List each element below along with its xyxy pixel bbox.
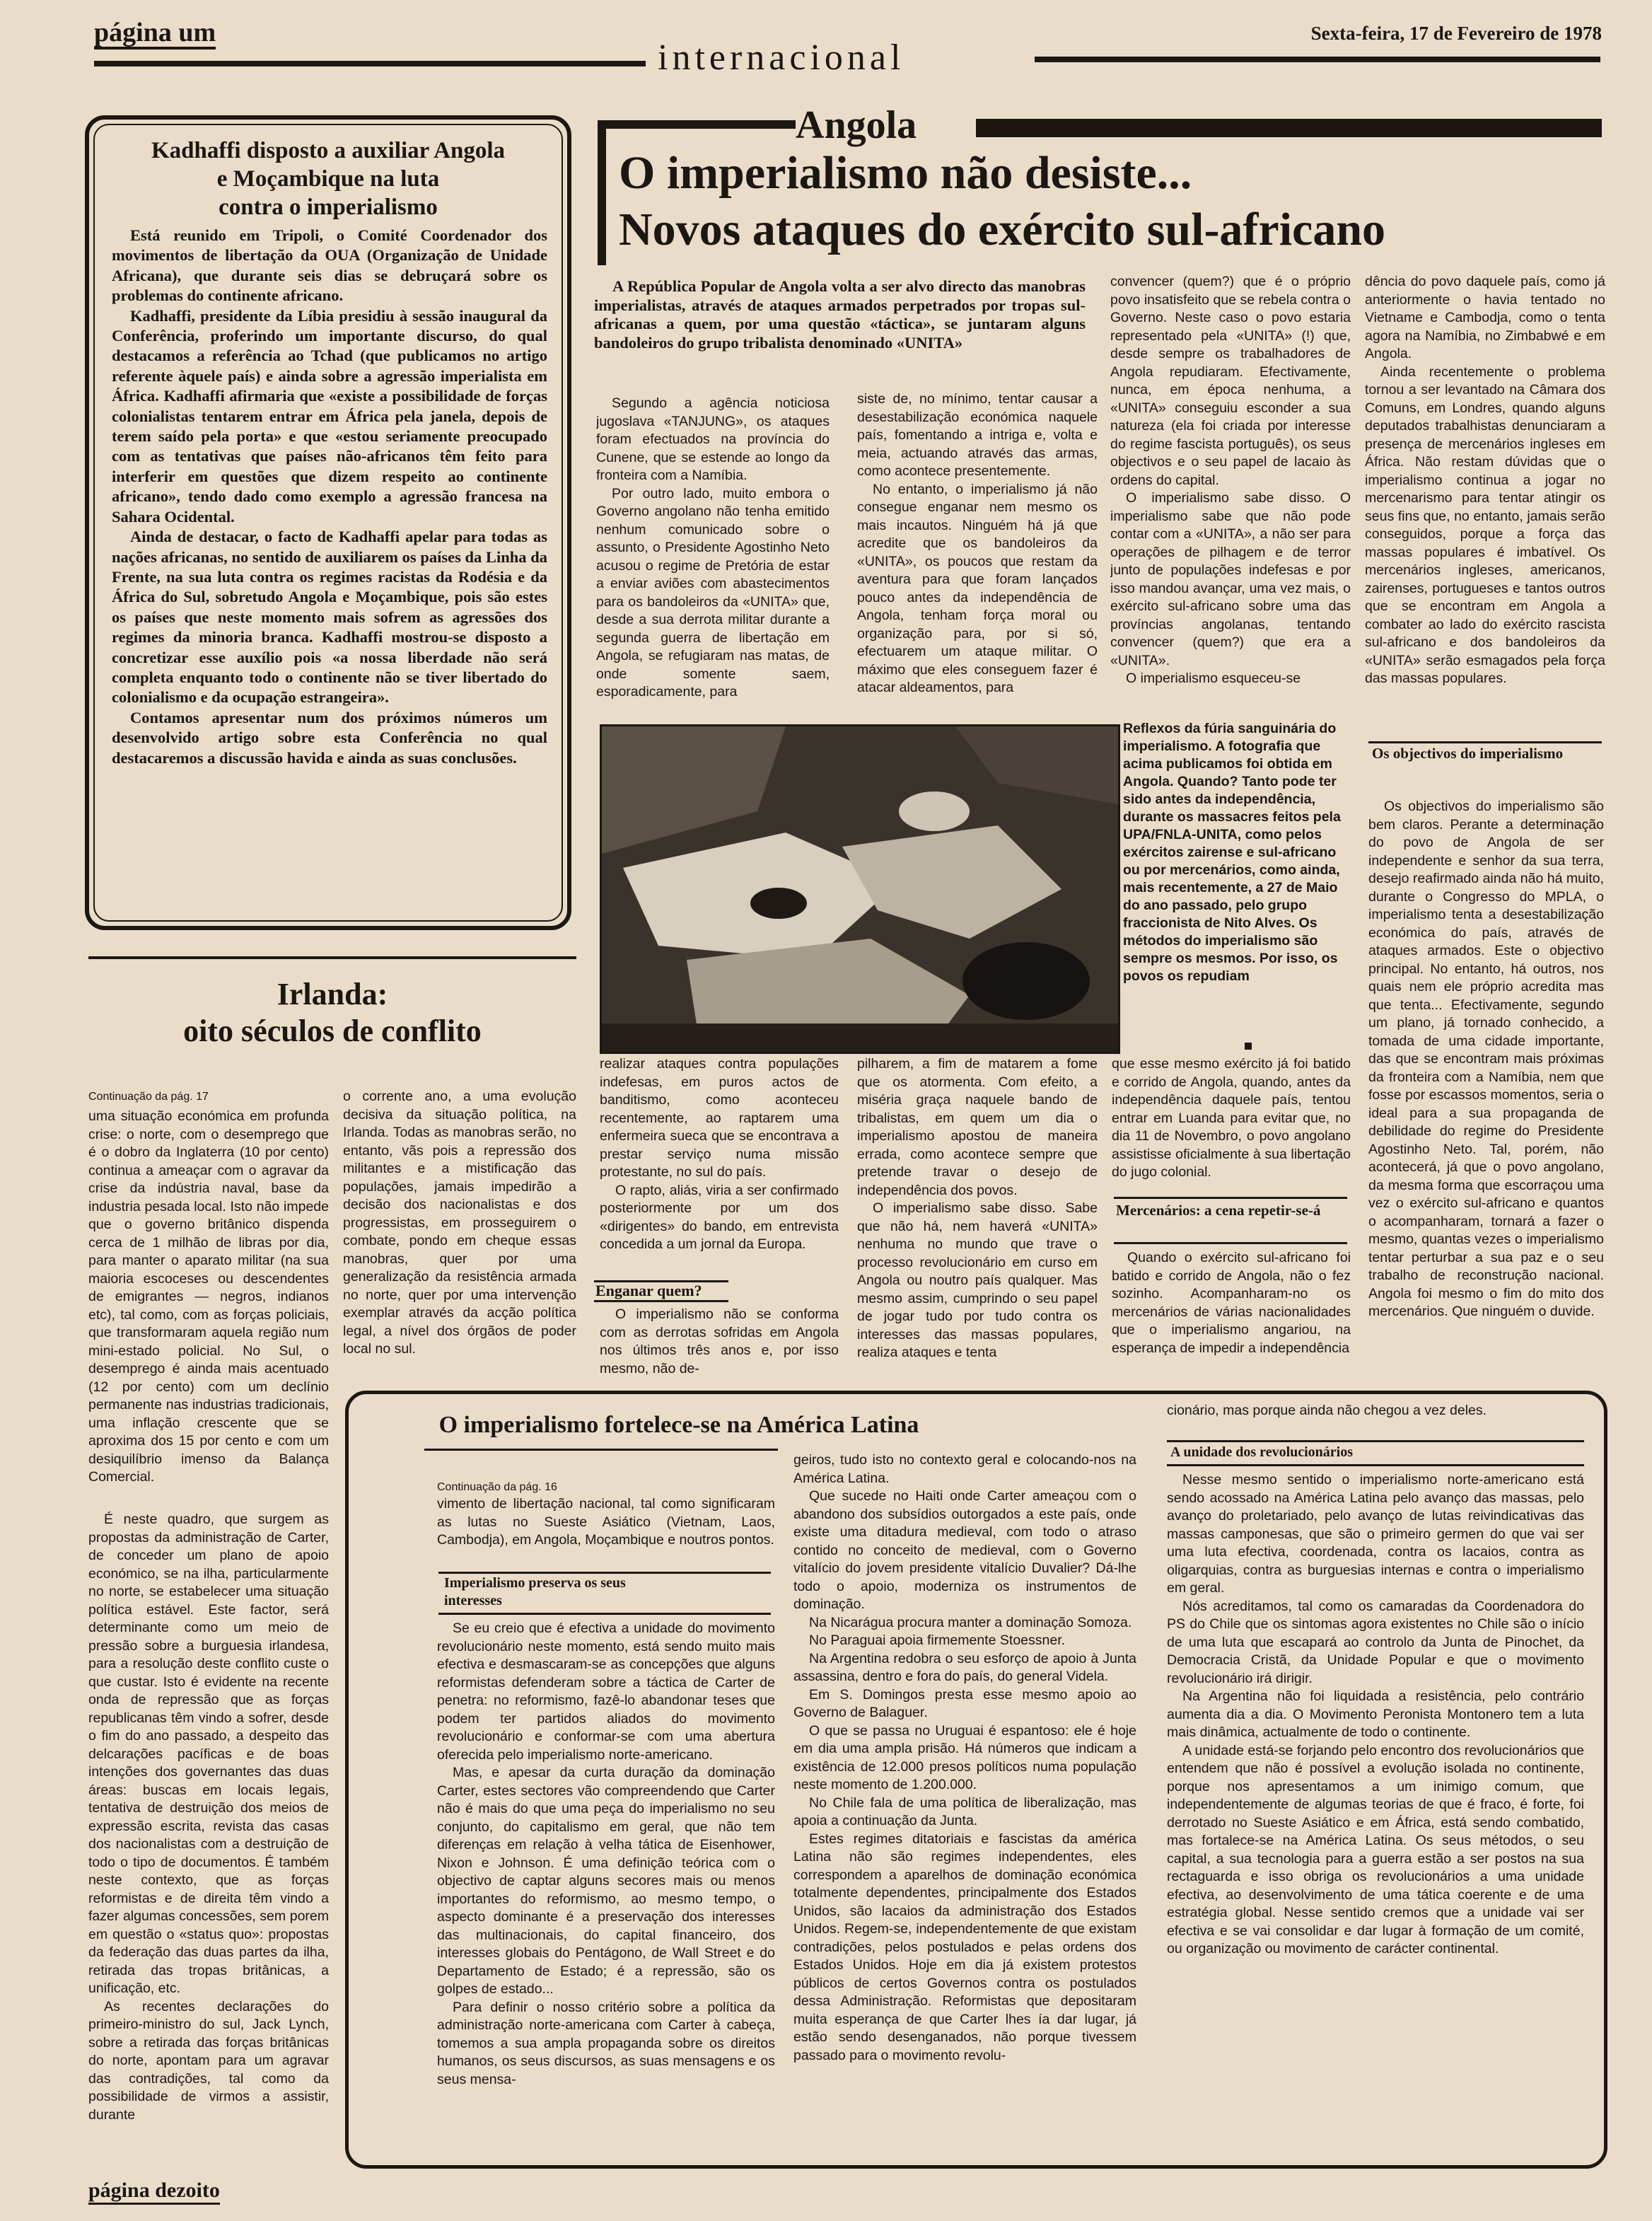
angola-paragraph: No entanto, o imperialismo já não consegue enganar nem mesmo os mais incautos. Ninguém há já que acredite que os bandoleiros da «UNITA», os poucos que restam da aventura para que foram lançados pouco antes da independência de Angola, tenham força moral ou organização para, por si só, efectuarem um ataque militar. O máximo que eles conseguem fazer é atacar aldeamentos, para [857, 481, 1098, 695]
latin-col-1-top [437, 1495, 775, 1569]
latin-paragraph: Na Argentina não foi liquidada a resistência, pelo contrário aumenta dia a dia. O Movimento Peronista Montonero tem a luta mais dinâmica, actualmente de todo o continente. [1167, 1688, 1584, 1740]
angola-paragraph: Segundo a agência noticiosa jugoslava «TANJUNG», os ataques foram efectuados na província do Cunene, que se estende ao longo da fronteira com a Namíbia. [596, 395, 830, 483]
angola-paragraph: realizar ataques contra populações indefesas, em puros actos de banditismo, como aconteceu recentemente, ao raptarem uma enfermeira sueca que se encontrava a prestar serviço numa missão protestante, no sul do país. [600, 1056, 839, 1180]
angola-paragraph: Os objectivos do imperialismo são bem claros. Perante a determinação do povo de Angola de ser independente e senhor da sua terra, desejo reafirmado ainda não há muito, durante o Congresso do MPLA, o imperialismo tenta a desestabilização económica do país, através de ataques armados. Este o objectivo principal. No entanto, há outros, nos quais nem ele próprio acredita mas que tenta... Efectivamente, segundo um plano, já tornado conhecido, a tomada de uma cidade importante, das que se encontram mais próximas da fronteira com a Namíbia, nem que fosse por escassos momentos, seria o ideal para a sua propaganda de debilidade do regime do Presidente Agostinho Neto. Tal, porém, não acontecerá, já que o povo angolano, da mesma forma que escorraçou uma vez o exército sul-africano e quantos o acompanharam, tornará a fazer o mesmo, quantas vezes o imperialismo tentar perturbar a sua paz e o seu trabalho de reconstrução nacional. Angola foi mesmo o fim do mito dos mercenários. Que ninguém o duvide. [1368, 799, 1604, 1319]
masthead-rule-left [94, 61, 646, 66]
photo-caption: Reflexos da fúria sanguinária do imperialismo. A fotografia que acima publicamos foi obtida em Angola. Quando? Tanto pode ter sido antes da independência, durante os massacres feitos pela UPA/FNLA-UNITA, como pelos exércitos zairense e sul-africano ou por mercenários, como ainda, mais recentemente, a 27 de Maio do ano passado, pelo grupo fraccionista de Nito Alves. Os métodos do imperialismo são sempre os mesmos. Por isso, os povos os repudiam [1123, 721, 1341, 984]
latin-paragraph: Na Argentina redobra o seu esforço de apoio à Junta assassina, dentro e fora do país, do general Videla. [793, 1650, 1136, 1684]
angola-paragraph: Ainda recentemente o problema tornou a ser levantado na Câmara dos Comuns, em Londres, quando alguns deputados trabalhistas denunciaram a presença de mercenários ingleses em África. Não restam dúvidas que o imperialismo continua a jogar no mercenarismo para tentar atingir os seus fins que, no entanto, jamais serão conseguidos, porque a força das massas populares é imbatível. Os mercenários ingleses, americanos, zairenses, portugueses e tantos outros que se encontram em Angola a combater ao lado do exército rascista sul-africano e dos bandoleiros da «UNITA» serão esmagados pela força das massas populares. [1365, 364, 1605, 686]
latin-paragraph: Se eu creio que é efectiva a unidade do movimento revolucionário neste momento, está sendo muito mais efectiva e desmascaram-se as concepções que alguns reformistas defenderam sobre a táctica de Carter de penetra: no reformismo, fazê-lo abandonar teses que podem ter partidos aliados do movimento revolucionário e conformar-se com uma abertura oferecida pelo imperialismo norte-americano. [437, 1620, 775, 1763]
kadhaffi-title [103, 137, 553, 221]
latin-sub2-rule-bottom [1167, 1464, 1584, 1466]
irlanda-title-line-1: Irlanda: [277, 977, 388, 1011]
angola-paragraph: O imperialismo sabe disso. Sabe que não há, nem haverá «UNITA» nenhuma no mundo que trave o processo revolucionário em curso em Angola ou noutro país qualquer. Mas mesmo assim, cumprindo o seu papel de jogar tudo por tudo contra os interesses das massas populares, realiza ataques e tenta [857, 1200, 1098, 1360]
angola-paragraph: O imperialismo esqueceu-se [1126, 671, 1301, 686]
kadhaffi-title-line-2: e Moçambique na luta [216, 166, 440, 192]
angola-paragraph: O imperialismo não se conforma com as derrotas sofridas em Angola nos últimos três anos e, por isso mesmo, não de- [600, 1306, 839, 1376]
angola-col-1 [596, 395, 830, 713]
angola-low-col-1b [600, 1306, 839, 1379]
latin-col-3-top [1167, 1402, 1584, 1442]
irlanda-col-1 [88, 1108, 329, 1511]
angola-col-4 [1365, 273, 1605, 733]
latin-paragraph: vimento de libertação nacional, tal como significaram as lutas no Sueste Asiático (Vietnam, Laos, Cambodja), em Angola, Moçambique e noutros pontos. [437, 1496, 775, 1548]
latin-paragraph: Em S. Domingos presta esse mesmo apoio ao Governo de Balaguer. [793, 1686, 1136, 1720]
angola-paragraph: siste de, no mínimo, tentar causar a desestabilização económica naquele país, fomentando a intriga e, volta e meia, actuando através das armas, como acontece presentemente. [857, 391, 1098, 479]
latin-paragraph: Estes regimes ditatoriais e fascistas da américa Latina não são regimes independentes, eles correspondem a aparelhos de dominação económica totalmente dependentes, principalmente dos Estados Unidos, são lacaios da administração dos Estados Unidos. Regem-se, independentemente de que existam contradições, pelos postulados e pelas ordens dos Estados Unidos. Hoje em dia já existem protestos públicos de certos Governos contra os postulados dessa Administração. Reformistas que depositaram muita esperança de que Carter lhes ía dar lugar, já estão sendo desenganados, não porque tivessem passado para o movimento revolu- [793, 1831, 1136, 2063]
angola-paragraph: Quando o exército sul-africano foi batido e corrido de Angola, não o fez sozinho. Acompanharam-no os mercenários de várias nacionalidades que o imperialismo angariou, na esperança de impedir a independência [1112, 1250, 1351, 1356]
angola-paragraph: que esse mesmo exército já foi batido e corrido de Angola, quando, antes da independência daquele país, tentou entrar em Luanda para evitar que, no dia 11 de Novembro, o povo angolano assistisse oficialmente à sua libertação do jugo colonial. [1112, 1056, 1351, 1180]
kadhaffi-box [85, 115, 571, 930]
irlanda-title-line-2: oito séculos de conflito [183, 1014, 482, 1048]
angola-paragraph: O imperialismo sabe disso. O imperialismo sabe que não pode contar com a «UNITA», a não ser para operações de pilhagem e de terror junto de populações indefesas e por isso mandou avançar, uma vez mais, o exército sul-africano sobre uma das províncias angolanas, tentando convencer (quem?) que era a «UNITA». [1110, 490, 1351, 668]
angola-col-2 [857, 390, 1098, 713]
latin-sub1-rule-bottom [438, 1613, 771, 1615]
footer-page-label: página dezoito [88, 2179, 220, 2205]
irlanda-continuation: Continuação da pág. 17 [88, 1091, 209, 1103]
irlanda-title [92, 976, 573, 1050]
angola-paragraph: dência do povo daquele país, como já anteriormente o havia tentado no Vietname e Cambodja, como o tenta agora na Namíbia, no Zimbabwé e em Angola. [1365, 274, 1605, 361]
irlanda-paragraph: o corrente ano, a uma evolução decisiva da situação política, na Irlanda. Todas as manobras serão, no entanto, vãs pois a repressão dos militantes e a mistificação das populações, jamais impedirão a decisão dos nacionalistas e dos progressistas, em prosseguirem o combate, pondo em cheque essas manobras, quer por uma generalização da resistência armada no norte, quer por uma intervenção exemplar através da acção política legal, a nível dos órgãos de poder local no sul. [343, 1089, 576, 1357]
merc-heading: Mercenários: a cena repetir-se-á [1116, 1202, 1321, 1219]
angola-low-col-2 [857, 1055, 1098, 1379]
irlanda-paragraph: uma situação económica em profunda crise: o norte, com o desemprego que é o dobro da Inglaterra (10 por cento) continua a ameaçar com o agravar da crise da indústria naval, base da industria pesada local. Isto não impede que o governo britânico dispenda cerca de 1 milhão de libras por dia, para manter o aparato militar (na sua maioria escoceses ou descendentes de emigrantes — negros, indianos etc), tal como, com as forças policiais, que transformaram aquela região num mini-estado policial. No Sul, o desemprego é ainda mais acentuado (12 por cento) com um declínio permanente nas industrias tradicionais, uma inflação crescente que se aproxima dos 15 por cento e com um desiquilíbrio imenso da Balança Comercial. [88, 1108, 329, 1485]
section-title: internacional [658, 37, 905, 78]
latin-title: O imperialismo fortelece-se na América Latina [438, 1412, 919, 1438]
irlanda-col-2 [343, 1088, 576, 1371]
angola-lead-text: A República Popular de Angola volta a ser alvo directo das manobras imperialistas, através de ataques armados perpetrados por tropas sul-africanas a quem, por uma questão «táctica», se juntaram alguns bandoleiros do grupo tribalista denominado «UNITA» [594, 277, 1086, 352]
kadhaffi-body [112, 226, 547, 919]
enganar-rule-bottom [594, 1300, 728, 1302]
paper-name: página um [94, 18, 216, 50]
angola-kicker: Angola [796, 103, 917, 147]
massacre-photo [600, 724, 1120, 1054]
latin-col-2 [793, 1451, 1136, 2145]
latin-continuation: Continuação da pág. 16 [437, 1481, 557, 1493]
angola-headline-line-2: Novos ataques do exército sul-africano [619, 204, 1386, 255]
masthead-rule-right [1035, 57, 1600, 62]
angola-low-col-3 [1112, 1055, 1351, 1204]
angola-left-bracket [598, 120, 606, 265]
kadhaffi-paragraph: Ainda de destacar, o facto de Kadhaffi apelar para todas as nações africanas, no sentido de auxiliarem os países da Linha da Frente, na sua luta contra os regimes racistas da Rodésia e da África do Sul, sobretudo Angola e Moçambique, pois são estes os países que neste momento mais sofrem as agressões dos regimes da minoria branca. Kadhaffi mostrou-se disposto a concretizar esse auxílio pois «a nossa liberdade não será completa enquanto todo o continente não se tiver libertado do colonialismo e da ocupação estrangeira». [112, 528, 547, 707]
latin-col-1 [437, 1620, 775, 2143]
objectivos-heading: Os objectivos do imperialismo [1372, 745, 1564, 762]
latin-sub1-rule [438, 1572, 771, 1574]
merc-rule-bottom [1114, 1242, 1347, 1244]
angola-low-col-1 [600, 1055, 839, 1280]
angola-col-3 [1110, 273, 1351, 713]
angola-left-bracket-top [598, 120, 796, 129]
angola-headline [619, 145, 1609, 258]
merc-rule [1114, 1197, 1347, 1199]
kadhaffi-title-line-1: Kadhaffi disposto a auxiliar Angola [151, 138, 505, 163]
objectivos-rule [1368, 741, 1602, 743]
angola-paragraph: Por outro lado, muito embora o Governo angolano não tenha emitido nenhum comunicado sobre o assunto, o Presidente Agostinho Neto acusou o regime de Pretória de estar a enviar aviões com abastecimentos para os bandoleiros da «UNITA» que, desde a sua derrota militar durante a segunda guerra de libertação em Angola, se refugiaram nas matas, de onde somente saem, esporadicamente, para [596, 485, 830, 700]
latin-paragraph: Que sucede no Haiti onde Carter ameaçou com o abandono dos subsídios outorgados a este país, onde existe uma ditadura medieval, com todo o atraso contido no conceito de medieval, com o Governo vitalício do jovem presidente vitalício Duvalier? Dá-lhe todo o apoio, moderniza os instrumentos de dominação. [793, 1488, 1136, 1612]
kadhaffi-paragraph: Está reunido em Tripoli, o Comité Coordenador dos movimentos de libertação da OUA (Organização de Unidade Africana), que durante seis dias se debruçará sobre os problemas do continente africano. [112, 226, 547, 305]
kadhaffi-title-line-3: contra o imperialismo [219, 195, 438, 220]
latin-paragraph: O que se passa no Uruguai é espantoso: ele é hoje em dia uma ampla prisão. Há números que indicam a existência de 12.000 presos políticos numa população neste momento de 1.200.000. [793, 1722, 1136, 1792]
latin-paragraph: geiros, tudo isto no contexto geral e colocando-nos na América Latina. [793, 1452, 1136, 1486]
angola-paragraph: convencer (quem?) que é o próprio povo insatisfeito que se rebela contra o Governo. Neste caso o povo estaria representado pela «UNITA» (!) que, desde sempre os trabalhadores de Angola repudiaram. Efectivamente, nunca, em época nenhuma, a «UNITA» conseguiu esconder a sua natureza (ela foi criada por interesse do regime fascista português), os seus objectivos e o seu papel de lacaio às ordens do capital. [1110, 274, 1351, 488]
latin-paragraph: Mas, e apesar da curta duração da dominação Carter, estes sectores vão compreendendo que Carter não é mais do que uma peça do imperialismo no seu conjunto, do capitalismo em geral, que não tem diferenças em relação à velha tática de Eisenhower, Nixon e Johnson. É uma definição teórica com o objectivo de captar alguns secores mais ou menos importantes do reformismo, ao mesmo tempo, o aspecto dominante é a preservação dos interesses das multinacionais, do capital financeiro, dos interesses globais do Pentágono, de Wall Street e do Departamento de Estado; é a repressão, são os golpes de estado... [437, 1765, 775, 1997]
latin-paragraph: Nós acreditamos, tal como os camaradas da Coordenadora do PS do Chile que os sintomas agora existentes no Chile são o início de uma luta que escapará ao controlo da Junta de Pinochet, da Democracia Cristã, da Unidade Popular e que o movimento revolucionário irá dirigir. [1167, 1598, 1584, 1686]
latin-sub2-rule [1167, 1440, 1584, 1442]
irlanda-col-1-cont [88, 1511, 329, 2149]
latin-subhead-2: A unidade dos revolucionários [1170, 1444, 1354, 1460]
latin-subhead-1: Imperialismo preserva os seus interesses [444, 1575, 626, 1608]
angola-kicker-rule [976, 119, 1602, 137]
objectivos-col [1368, 798, 1604, 1379]
latin-paragraph: A unidade está-se forjando pelo encontro dos revolucionários que entendem que não é possível a evolução isolada no continente, porque nos apresentamos a um inimigo comum, que independentemente de algumas teorias de que é fraco, é forte, foi derrotado no Sueste Asiático e em África, está sendo combatido, mas fortalece-se na América Latina. Os seus métodos, o seu capital, a sua tecnologia para a guerra estão a ser postos na sua rectaguarda e isso obriga os revolucionários a uma unidade efectiva, ao desenvolvimento de uma tática coerente e de uma estratégia global. Nesse sentido cremos que a unidade vai ser efectiva e se vai consolidar e dar lugar à formação de um comité, ou organização ou movimento de carácter continental. [1167, 1742, 1584, 1956]
latin-paragraph: cionário, mas porque ainda não chegou a vez deles. [1167, 1403, 1487, 1418]
caption-bullet-icon [1245, 1043, 1252, 1050]
angola-headline-line-1: O imperialismo não desiste... [619, 147, 1192, 199]
angola-paragraph: O rapto, aliás, viria a ser confirmado posteriormente por um dos «dirigentes» do bando, em entrevista concedida a um jornal da Europa. [600, 1182, 839, 1252]
photo-massacre-scene-icon [602, 726, 1118, 1052]
enganar-heading: Enganar quem? [595, 1282, 702, 1299]
latin-col-3 [1167, 1471, 1584, 2150]
angola-lead [594, 277, 1086, 390]
latin-paragraph: Nesse mesmo sentido o imperialismo norte-americano está sendo acossado na América Latina pelo avanço das massas, pelo avanço do proletariado, pelo avanço de lutas reivindicativas das massas camponesas, que são o primeiro germen do que vai ser uma luta efectiva, coordenada, contra os lacaios, contra as oligarquias, contra as burguesias internas e contra o imperialismo em geral. [1167, 1472, 1584, 1596]
latin-title-rule [424, 1449, 778, 1451]
irlanda-paragraph: As recentes declarações do primeiro-ministro do sul, Jack Lynch, sobre a retirada das forças britânicas do norte, apontam para um agravar das contradições, tal como da possibilidade de virmos a assistir, durante [88, 1998, 329, 2123]
kadhaffi-paragraph: Kadhaffi, presidente da Líbia presidiu à sessão inaugural da Conferência, proferindo um importante discurso, do qual destacamos a referência ao Tchad (que publicamos no artigo referente àquele país) e ainda sobre a agressão imperialista em África. Kadhaffi afirmaria que «existe a possibilidade de forças colonialistas tentarem entrar em África pela janela, depois de terem saído pela porta» e que «estou seriamente preocupado com as tentativas que países não-africanos têm feito para interferir em questões que dizem respeito ao continente africano», tendo dado como exemplo a agressão francesa na Sahara Ocidental. [112, 306, 547, 526]
angola-paragraph: pilharem, a fim de matarem a fome que os atormenta. Com efeito, a miséria graça naquele bando de tribalistas, em quem um dia o imperialismo apostou de maneira errada, como acontece sempre que pretende travar o desejo de independência dos povos. [857, 1056, 1098, 1198]
latin-paragraph: Na Nicarágua procura manter a dominação Somoza. [809, 1614, 1132, 1630]
latin-paragraph: Para definir o nosso critério sobre a política da administração norte-americana com Carter à cabeça, tomemos a sua ampla propaganda sobre os direitos humanos, os seus discursos, as suas mensagens e os seus mensa- [437, 1999, 775, 2087]
irlanda-top-rule [88, 956, 576, 959]
issue-date: Sexta-feira, 17 de Fevereiro de 1978 [1310, 23, 1602, 44]
latin-paragraph: No Paraguai apoia firmemente Stoessner. [809, 1633, 1066, 1648]
irlanda-paragraph: É neste quadro, que surgem as propostas da administração de Carter, de conceder um plano de apoio económico, se na ilha, particularmente no norte, se estabelecer uma situação política estável. Este factor, será determinante como um meio de pressão sobre a burguesia irlandesa, para a resolução deste conflito custe o que custar. Isto é evidente na recente onda de repressão que as forças republicanas têm vindo a sofrer, desde o fim do ano passado, a despeito das delcarações pacíficas e de boas intenções dos governantes das duas áreas: buscas em locais legais, tentativa de destruição dos meios de expressão escrita, revista das casas dos nacionalistas com a destruição de todo o tipo de documentos. É também neste contexto, que as forças reformistas e de direita têm vindo a fazer algumas concessões, sem porem em questão o «status quo»: propostas da federação das duas partes da ilha, retirada das tropas britânicas, a unificação, etc. [88, 1512, 329, 1996]
kadhaffi-paragraph: Contamos apresentar num dos próximos números um desenvolvido artigo sobre esta Conferência no qual destacaremos a discussão havida e ainda as suas conclusões. [112, 708, 547, 767]
latin-paragraph: No Chile fala de uma política de liberalização, mas apoia a continuação da Junta. [793, 1794, 1136, 1828]
angola-low-col-3b [1112, 1249, 1351, 1379]
